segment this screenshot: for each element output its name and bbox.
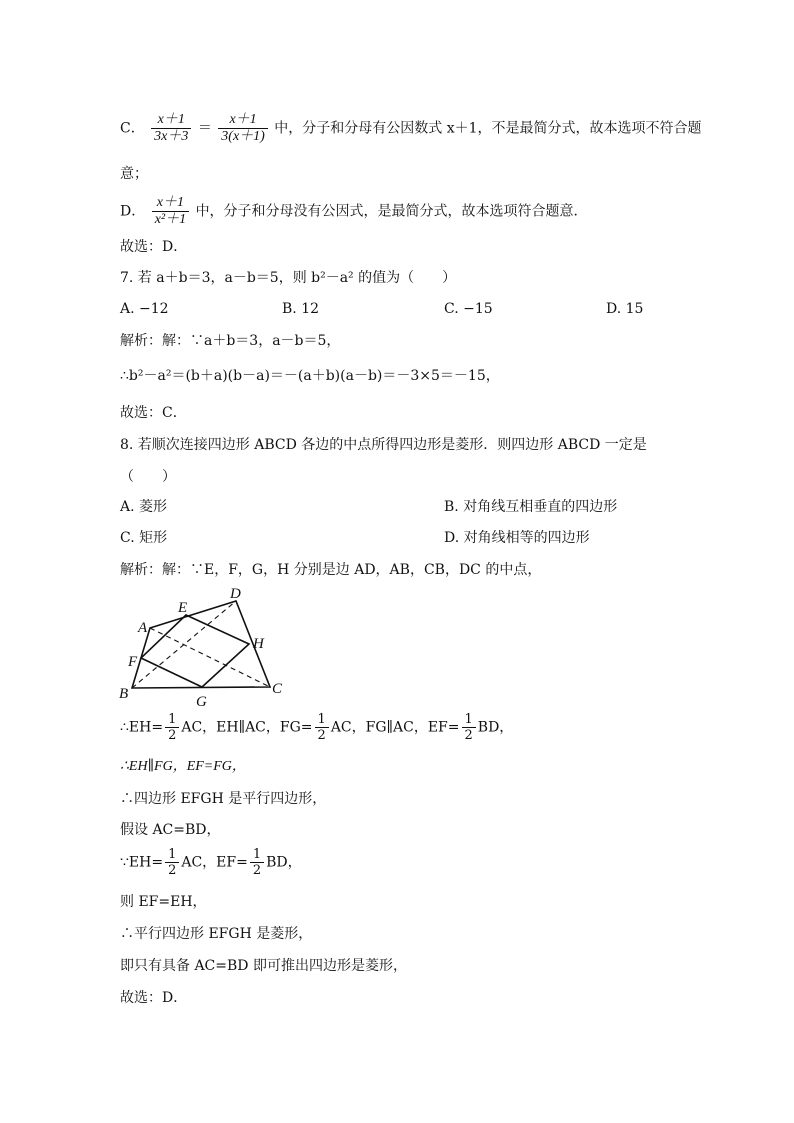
label-h: H	[253, 636, 264, 652]
step-text: ∴EH=	[120, 719, 164, 736]
step-text: ∵EH=	[120, 854, 164, 871]
fraction-denominator: 2	[252, 863, 262, 878]
option-c-text: 中，分子和分母有公因数式 x＋1，不是最简分式，故本选项不符合题	[274, 120, 702, 137]
option-d-fraction	[152, 195, 189, 228]
fraction-denominator: 3x＋3	[154, 129, 189, 144]
fraction-denominator: 2	[168, 863, 177, 878]
q8-step-6: 则 EF=EH，	[120, 894, 207, 910]
label-d: D	[230, 586, 241, 602]
quadrilateral-figure	[116, 584, 291, 712]
equals-sign: ＝	[197, 120, 212, 137]
fraction-denominator: 2	[168, 728, 177, 743]
q8-option-c: C. 矩形	[120, 530, 168, 546]
fraction-denominator: 3(x＋1)	[221, 129, 265, 144]
fraction-numerator: 1	[165, 847, 179, 863]
fraction-numerator: x＋1	[152, 195, 189, 212]
q8-option-b: B. 对角线互相垂直的四边形	[444, 499, 618, 515]
label-g: G	[196, 694, 207, 710]
half-fraction	[165, 847, 179, 878]
option-d-letter: D．	[120, 203, 146, 220]
q7-option-a: A. −12	[120, 301, 169, 317]
label-b: B	[119, 686, 129, 702]
q8-step-8: 即只有具备 AC=BD 即可推出四边形是菱形，	[120, 958, 407, 974]
label-c: C	[272, 681, 283, 697]
label-a: A	[138, 620, 148, 636]
q8-stem-continuation: （ ）	[120, 469, 176, 485]
q7-answer: 故选：C．	[120, 405, 187, 421]
option-c-line	[120, 112, 702, 145]
step-text: BD，	[266, 854, 302, 871]
q7-option-d: D. 15	[606, 301, 644, 317]
fraction-numerator: x＋1	[218, 112, 268, 129]
q8-stem: 8. 若顺次连接四边形 ABCD 各边的中点所得四边形是菱形．则四边形 ABCD 一定是	[120, 437, 647, 453]
q8-step-2: ∴EH∥FG，EF=FG，	[120, 759, 246, 774]
label-e: E	[178, 600, 188, 616]
q8-step-5	[120, 847, 302, 878]
option-d-line	[120, 195, 588, 228]
fraction-denominator: 2	[464, 728, 473, 743]
q8-step-4: 假设 AC=BD，	[120, 822, 221, 838]
q7-solution-line-2: ∴b²－a²＝(b＋a)(b－a)＝－(a＋b)(a－b)＝－3×5＝－15，	[120, 368, 500, 384]
q8-step-7: ∴平行四边形 EFGH 是菱形，	[120, 926, 313, 942]
q7-stem: 7. 若 a＋b＝3，a－b＝5，则 b²－a² 的值为（ ）	[120, 270, 457, 286]
fraction-numerator: 1	[315, 712, 329, 728]
q7-option-b: B. 12	[282, 301, 320, 317]
half-fraction	[165, 712, 179, 743]
q7-solution-line-1: 解析：解：∵a＋b＝3，a－b＝5，	[120, 333, 341, 349]
fraction-numerator: 1	[165, 712, 179, 728]
q8-step-3: ∴四边形 EFGH 是平行四边形，	[120, 791, 327, 807]
half-fraction	[315, 712, 329, 743]
fraction-numerator: 1	[250, 847, 264, 863]
half-fraction	[250, 847, 264, 878]
fraction-numerator: x＋1	[151, 112, 191, 129]
step-text: AC，EH∥AC，FG=	[181, 719, 313, 736]
q8-option-d: D. 对角线相等的四边形	[444, 530, 590, 546]
answer-q6: 故选：D．	[120, 239, 188, 255]
step-text: AC，FG∥AC，EF=	[330, 719, 460, 736]
option-c-rhs-fraction	[218, 112, 268, 145]
option-c-letter: C．	[120, 120, 145, 137]
fraction-numerator: 1	[462, 712, 476, 728]
fraction-denominator: x²＋1	[154, 212, 187, 227]
label-f: F	[128, 654, 138, 670]
q8-option-a: A. 菱形	[120, 499, 168, 515]
half-fraction	[462, 712, 476, 743]
q7-option-c: C. −15	[444, 301, 493, 317]
q8-step-1	[120, 712, 513, 743]
step-text: AC，EF=	[181, 854, 248, 871]
option-c-continuation: 意；	[120, 166, 148, 182]
q8-solution-intro: 解析：解：∵E，F，G，H 分别是边 AD，AB，CB，DC 的中点，	[120, 562, 542, 578]
option-d-text: 中，分子和分母没有公因式，是最简分式，故本选项符合题意．	[195, 203, 588, 220]
q8-answer: 故选：D．	[120, 990, 188, 1006]
option-c-lhs-fraction	[151, 112, 191, 145]
step-text: BD，	[477, 719, 514, 736]
fraction-denominator: 2	[317, 728, 326, 743]
